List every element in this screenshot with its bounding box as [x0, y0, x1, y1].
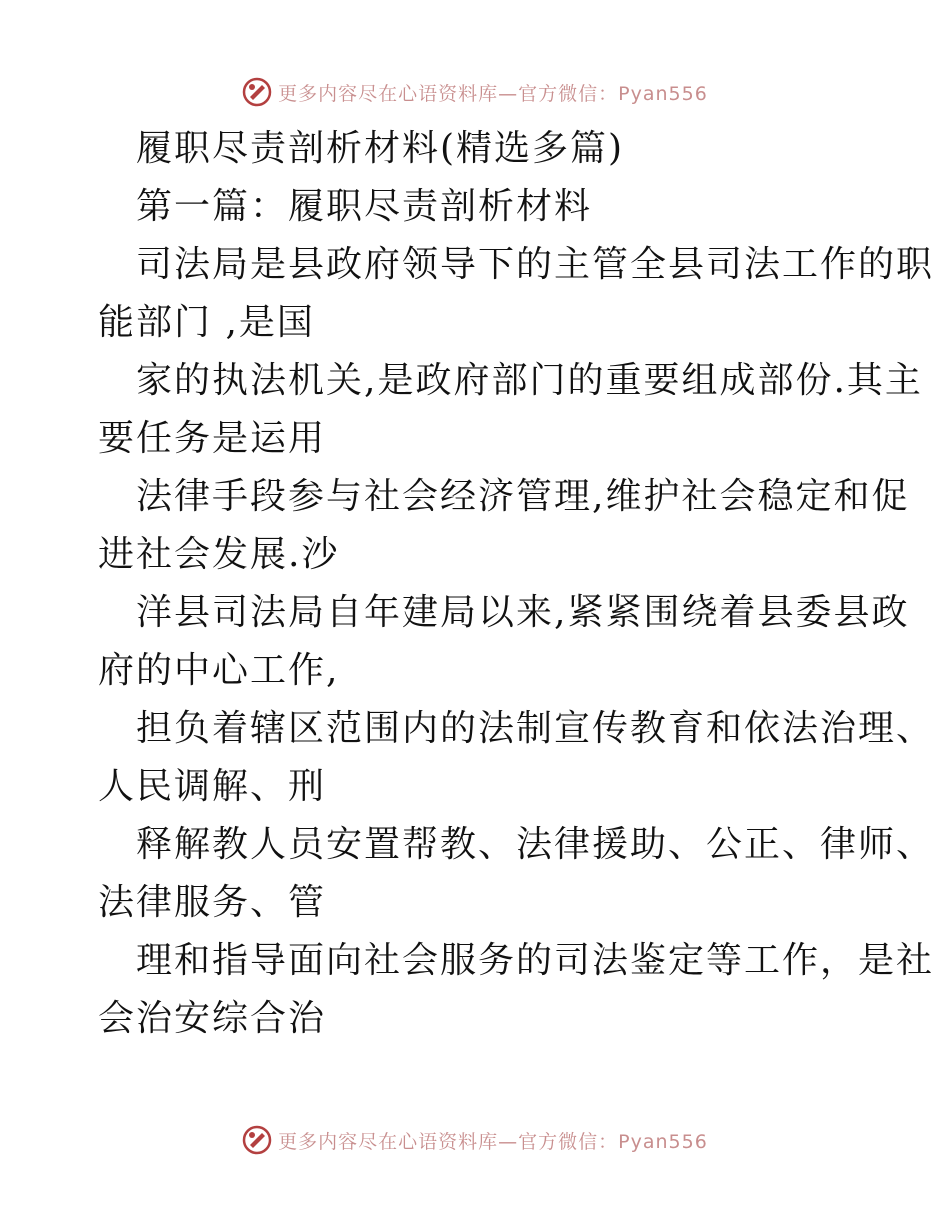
paragraph-line: 释解教人员安置帮教、法律援助、公正、律师、: [136, 824, 935, 865]
paragraph-line: 会治安综合治: [98, 998, 327, 1039]
paragraph-line: 人民调解、刑: [98, 766, 327, 807]
paragraph-line: 法律手段参与社会经济管理,维护社会稳定和促: [136, 476, 910, 517]
paragraph-line: 府的中心工作,: [98, 650, 340, 691]
logo-icon: [242, 1125, 272, 1155]
paragraph-line: 洋县司法局自年建局以来,紧紧围绕着县委县政: [136, 592, 910, 633]
watermark-text: 更多内容尽在心语资料库—官方微信：Pyan556: [278, 1130, 708, 1153]
paragraph-line: 法律服务、管: [98, 882, 327, 923]
document-title: 履职尽责剖析材料(精选多篇): [136, 128, 625, 169]
logo-icon: [242, 77, 272, 107]
paragraph-line: 能部门 ,是国: [98, 302, 315, 343]
paragraph-line: 担负着辖区范围内的法制宣传教育和依法治理、: [136, 708, 935, 749]
watermark-header: [0, 72, 950, 112]
paragraph-line: 司法局是县政府领导下的主管全县司法工作的职: [136, 244, 935, 285]
watermark-footer: [0, 1120, 950, 1160]
paragraph-line: 进社会发展.沙: [98, 534, 340, 575]
document-body: [98, 120, 935, 1048]
paragraph-line: 理和指导面向社会服务的司法鉴定等工作，是社: [136, 940, 935, 981]
watermark-text: 更多内容尽在心语资料库—官方微信：Pyan556: [278, 82, 708, 105]
paragraph-line: 要任务是运用: [98, 418, 327, 459]
section-heading: 第一篇：履职尽责剖析材料: [136, 186, 593, 227]
paragraph-line: 家的执法机关,是政府部门的重要组成部份.其主: [136, 360, 923, 401]
